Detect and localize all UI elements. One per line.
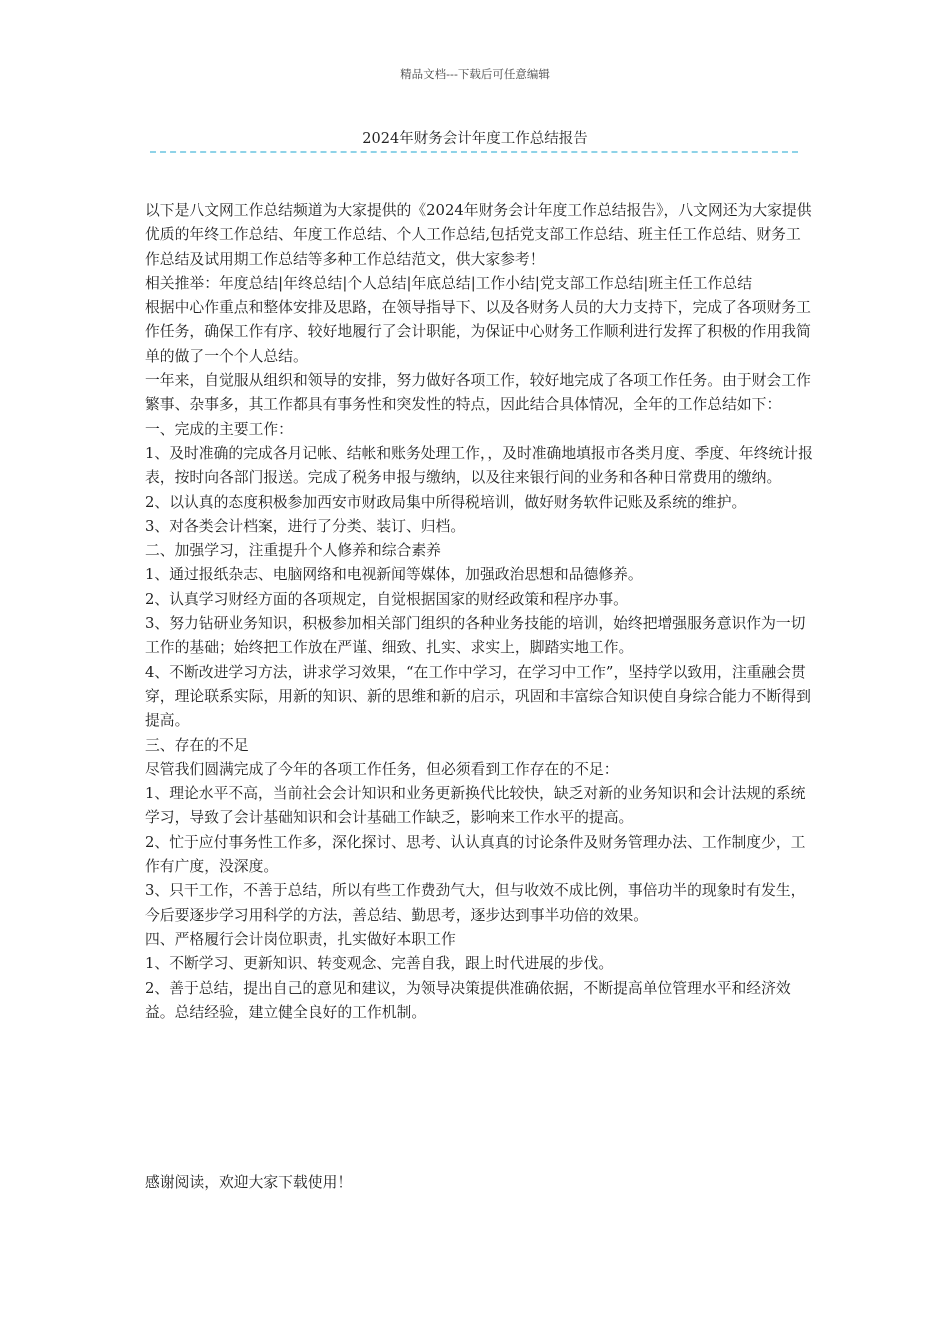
closing-line: 感谢阅读，欢迎大家下载使用！: [145, 1174, 353, 1191]
document-title: 2024年财务会计年度工作总结报告: [362, 131, 588, 147]
title-divider: [150, 151, 798, 153]
document-body: 以下是八文网工作总结频道为大家提供的《2024年财务会计年度工作总结报告》，八文网还为大家提供优质的年终工作总结、年度工作总结、个人工作总结,包括党支部工作总结、班主任工作总结、财务工作总结及试用期工作总结等多种工作总结范文，供大家参考！ 相关推举：年度总结|年终总结|个人总结|年底总结|工作小结|党支部工作总结|班主任工作总结 根据中心作重点和整体安排及思路，在领导指导下、以及各财务人员的大力支持下，完成了各项财务工作任务，确保工作有序、较好地履行了会计职能，为保证中心财务工作顺利进行发挥了积极的作用我简单的做了一个个人总结。 一年来，自觉服从组织和领导的安排，努力做好各项工作，较好地完成了各项工作任务。由于财会工作繁事、杂事多，其工作都具有事务性和突发性的特点，因此结合具体情况，全年的工作总结如下： 一、完成的主要工作： 1、及时准确的完成各月记帐、结帐和账务处理工作，，及时准确地填报市各类月度、季度、年终统计报表，按时向各部门报送。完成了税务申报与缴纳，以及往来银行间的业务和各种日常费用的缴纳。 2、以认真的态度积极参加西安市财政局集中所得税培训，做好财务软件记账及系统的维护。 3、对各类会计档案，进行了分类、装订、归档。 二、加强学习，注重提升个人修养和综合素养 1、通过报纸杂志、电脑网络和电视新闻等媒体，加强政治思想和品德修养。 2、认真学习财经方面的各项规定，自觉根据国家的财经政策和程序办事。 3、努力钻研业务知识，积极参加相关部门组织的各种业务技能的培训，始终把增强服务意识作为一切工作的基础；始终把工作放在严谨、细致、扎实、求实上，脚踏实地工作。 4、不断改进学习方法，讲求学习效果，“在工作中学习，在学习中工作”，坚持学以致用，注重融会贯穿，理论联系实际，用新的知识、新的思维和新的启示，巩固和丰富综合知识使自身综合能力不断得到提高。 三、存在的不足 尽管我们圆满完成了今年的各项工作任务，但必须看到工作存在的不足： 1、理论水平不高，当前社会会计知识和业务更新换代比较快，缺乏对新的业务知识和会计法规的系统学习，导致了会计基础知识和会计基础工作缺乏，影响来工作水平的提高。 2、忙于应付事务性工作多，深化探讨、思考、认认真真的讨论条件及财务管理办法、工作制度少，工作有广度，没深度。 3、只干工作，不善于总结，所以有些工作费劲气大，但与收效不成比例，事倍功半的现象时有发生，今后要逐步学习用科学的方法，善总结、勤思考，逐步达到事半功倍的效果。 四、严格履行会计岗位职责，扎实做好本职工作 1、不断学习、更新知识、转变观念、完善自我，跟上时代进展的步伐。 2、善于总结，提出自己的意见和建议，为领导决策提供准确依据，不断提高单位管理水平和经济效益。总结经验，建立健全良好的工作机制。: [145, 202, 813, 1021]
header-note: 精品文档---下载后可任意编辑: [400, 67, 550, 81]
